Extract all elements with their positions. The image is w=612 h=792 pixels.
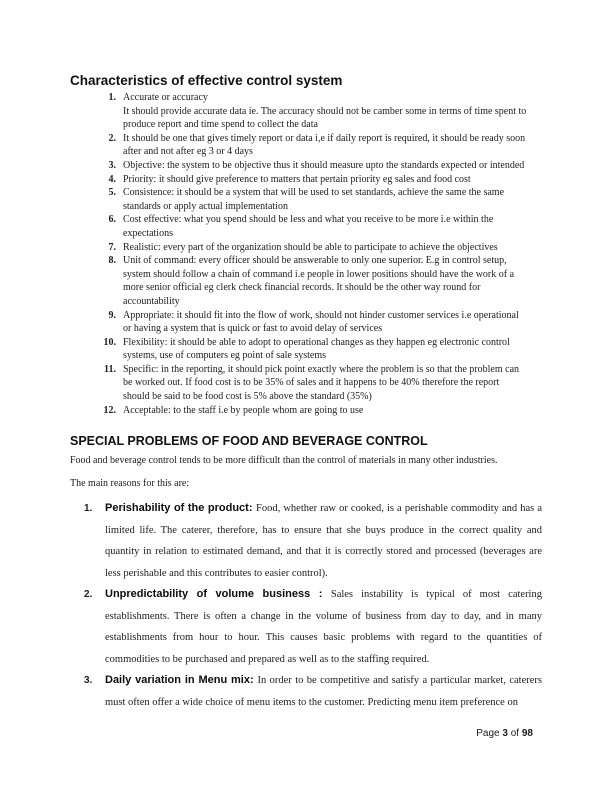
list-item-text: Acceptable: to the staff i.e by people whom are going to use	[123, 404, 364, 416]
list-item-text: Consistence: it should be a system that will be used to set standards, achieve the same the same standards or apply actual implementation	[123, 187, 505, 212]
section2-intro-lead-in: The main reasons for this are:	[70, 477, 190, 489]
list-item-number: 11.	[104, 363, 116, 375]
list-item	[70, 254, 528, 308]
list-item-text: Unit of command: every officer should be answerable to only one superior. E.g in control setup, system should follow a chain of command i.e people in lower positions should have the work of a more senior official eg clerk check financial records. It should be the other way round for accountability	[123, 255, 515, 307]
footer-page-number: 3	[502, 728, 508, 739]
list-item-number: 4.	[108, 173, 116, 185]
list-item-lead: Unpredictability of volume business :	[105, 588, 331, 601]
list-item-text: Priority: it should give preference to matters that pertain priority eg sales and food cost	[123, 173, 471, 185]
list-item-text: Specific: in the reporting, it should pick point exactly where the problem is so that the problem can be worked out. If food cost is to be 35% of sales and it happens to be 40% therefore the report should be said to be food cost is 5% above the standard (35%)	[123, 363, 520, 403]
list-item	[70, 670, 542, 713]
list-item-number: 2.	[84, 589, 93, 601]
list-item	[70, 159, 528, 173]
list-item-lead: Perishability of the product:	[105, 502, 257, 515]
footer-of-label: of	[510, 728, 520, 739]
list-item-number: 3.	[84, 675, 93, 687]
list-item	[70, 309, 528, 336]
list-item-number: 5.	[108, 187, 116, 199]
list-item-text: It should be one that gives timely report or data i,e if daily report is required, it should be ready soon after and not after eg 3 or 4 days	[123, 132, 526, 158]
list-item-text: Appropriate: it should fit into the flow of work, should not hinder customer services i.e operational or having a system that is quick or fast to avoid delay of services	[123, 309, 519, 335]
list-item-number: 8.	[108, 255, 116, 267]
list-item-number: 3.	[108, 159, 116, 171]
list-item-number: 2.	[108, 132, 116, 144]
footer-page-label: Page	[476, 728, 500, 739]
list-item-text: Flexibility: it should be able to adopt to operational changes as they happen eg electronic control systems, use of computers eg point of sale systems	[123, 336, 510, 362]
list-item	[70, 363, 528, 404]
list-item	[70, 584, 542, 670]
list-item	[70, 336, 528, 363]
list-item	[70, 213, 528, 240]
list-item-text: It should provide accurate data ie. The accuracy should not be camber some in terms of time spent to produce report and time spend to collect the data	[123, 105, 527, 131]
list-item-text: In order to be competitive and satisfy a particular market, caterers must often offer a wide choice of menu items to the customer. Predicting menu item preference on	[105, 675, 542, 708]
page-footer	[476, 728, 533, 739]
list-item-number: 12.	[103, 404, 116, 416]
list-item-text: Accurate or accuracy	[123, 92, 208, 103]
list-item-text: Food, whether raw or cooked, is a perishable commodity and has a limited life. The caterer, therefore, has to ensure that she buys produce in the correct quality and quantity in relation to estimated demand, and that it is correctly stored and processed (beverages are less perishable and this contributes to easier control).	[105, 503, 542, 579]
list-item	[70, 186, 528, 213]
list-item-lead: Daily variation in Menu mix:	[105, 674, 258, 687]
special-problems-list	[70, 498, 542, 713]
list-item-text: Objective: the system to be objective thus it should measure upto the standards expected or intended	[123, 159, 525, 171]
list-item-text: Cost effective: what you spend should be less and what you receive to be more i.e within the expectations	[123, 214, 494, 239]
list-item	[70, 173, 528, 187]
list-item	[70, 498, 542, 584]
list-item-number: 7.	[108, 241, 116, 253]
footer-page-total: 98	[521, 728, 533, 739]
list-item-number: 9.	[108, 309, 116, 321]
list-item-number: 1.	[84, 503, 93, 515]
list-item-number: 1.	[108, 92, 116, 103]
list-item-number: 6.	[108, 214, 116, 226]
page-content	[70, 0, 542, 713]
characteristics-list	[70, 91, 542, 417]
list-item	[70, 241, 528, 255]
list-item	[70, 132, 528, 159]
list-item	[70, 404, 528, 418]
section2-heading: SPECIAL PROBLEMS OF FOOD AND BEVERAGE CONTROL	[70, 434, 428, 449]
section1-heading: Characteristics of effective control system	[70, 73, 343, 88]
list-item-text: Realistic: every part of the organization should be able to participate to achieve the objectives	[123, 241, 498, 253]
section2-intro-paragraph: Food and beverage control tends to be more difficult than the control of materials in many other industries.	[70, 455, 498, 467]
list-item-text: Sales instability is typical of most catering establishments. There is often a change in the volume of business from day to day, and in many establishments from hour to hour. This causes basic problems with regard to the quantities of commodities to be purchased and prepared as well as to the staffing required.	[105, 589, 542, 665]
list-item-number: 10.	[103, 336, 116, 348]
list-item	[70, 91, 528, 132]
